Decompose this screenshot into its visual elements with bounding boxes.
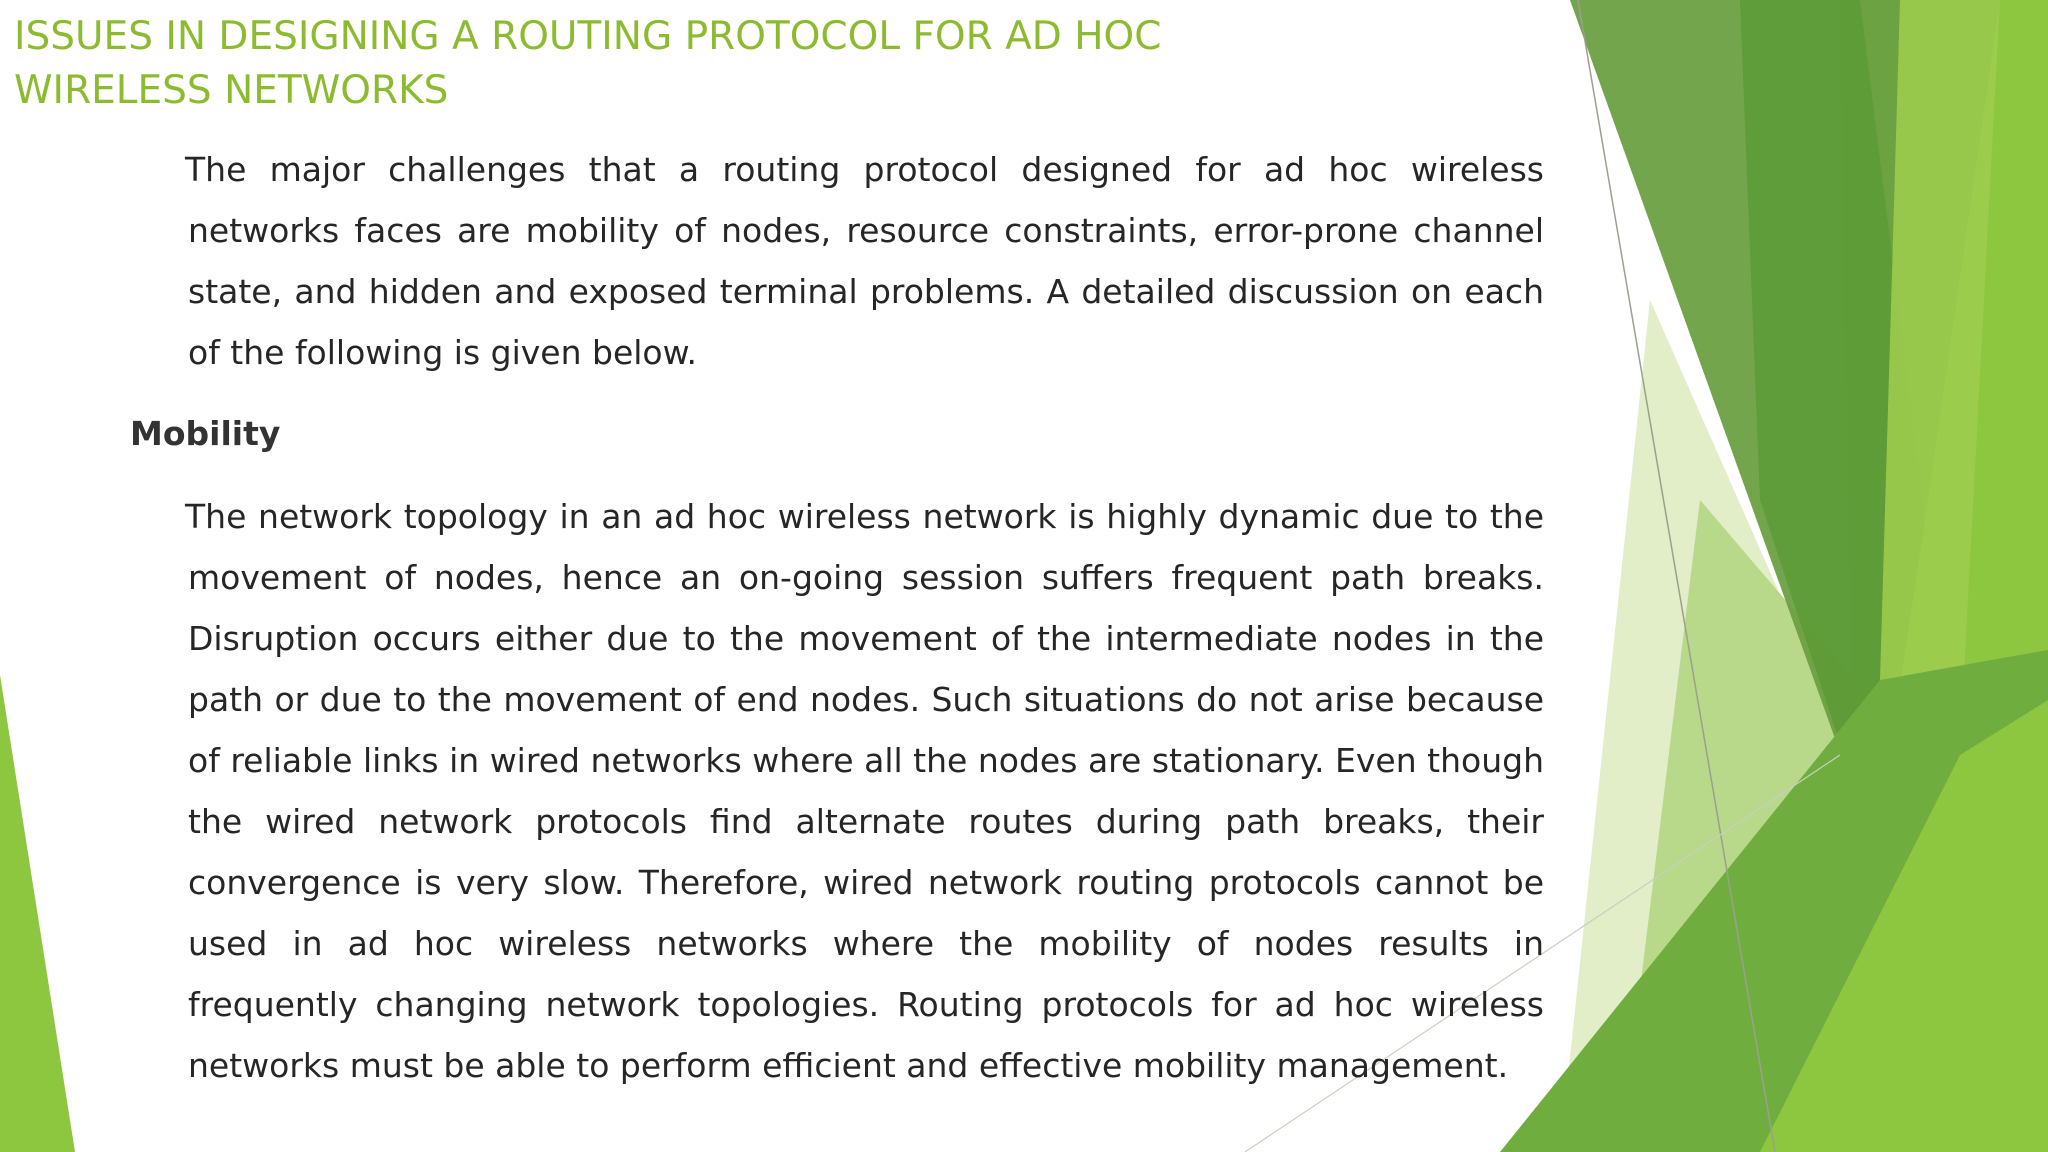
slide-title: ISSUES IN DESIGNING A ROUTING PROTOCOL FOR AD HOC WIRELESS NETWORKS <box>14 14 1162 113</box>
intro-paragraph: The major challenges that a routing protocol designed for ad hoc wireless networks faces are mobility of nodes, resource constraints, error-prone channel state, and hidden and exposed terminal problems. A detailed discussion on each of the following is given below. <box>185 150 1544 372</box>
mobility-paragraph: The network topology in an ad hoc wireless network is highly dynamic due to the movement of nodes, hence an on-going session suffers frequent path breaks. Disruption occurs either due to the movement of the intermediate nodes in the path or due to the movement of end nodes. Such situations do not arise because of reliable links in wired networks where all the nodes are stationary. Even though the wired network protocols find alternate routes during path breaks, their convergence is very slow. Therefore, wired network routing protocols cannot be used in ad hoc wireless networks where the mobility of nodes results in frequently changing network topologies. Routing protocols for ad hoc wireless networks must be able to perform efficient and effective mobility management. <box>185 497 1544 1085</box>
mobility-heading: Mobility <box>130 414 281 453</box>
left-green-sliver <box>0 675 75 1152</box>
